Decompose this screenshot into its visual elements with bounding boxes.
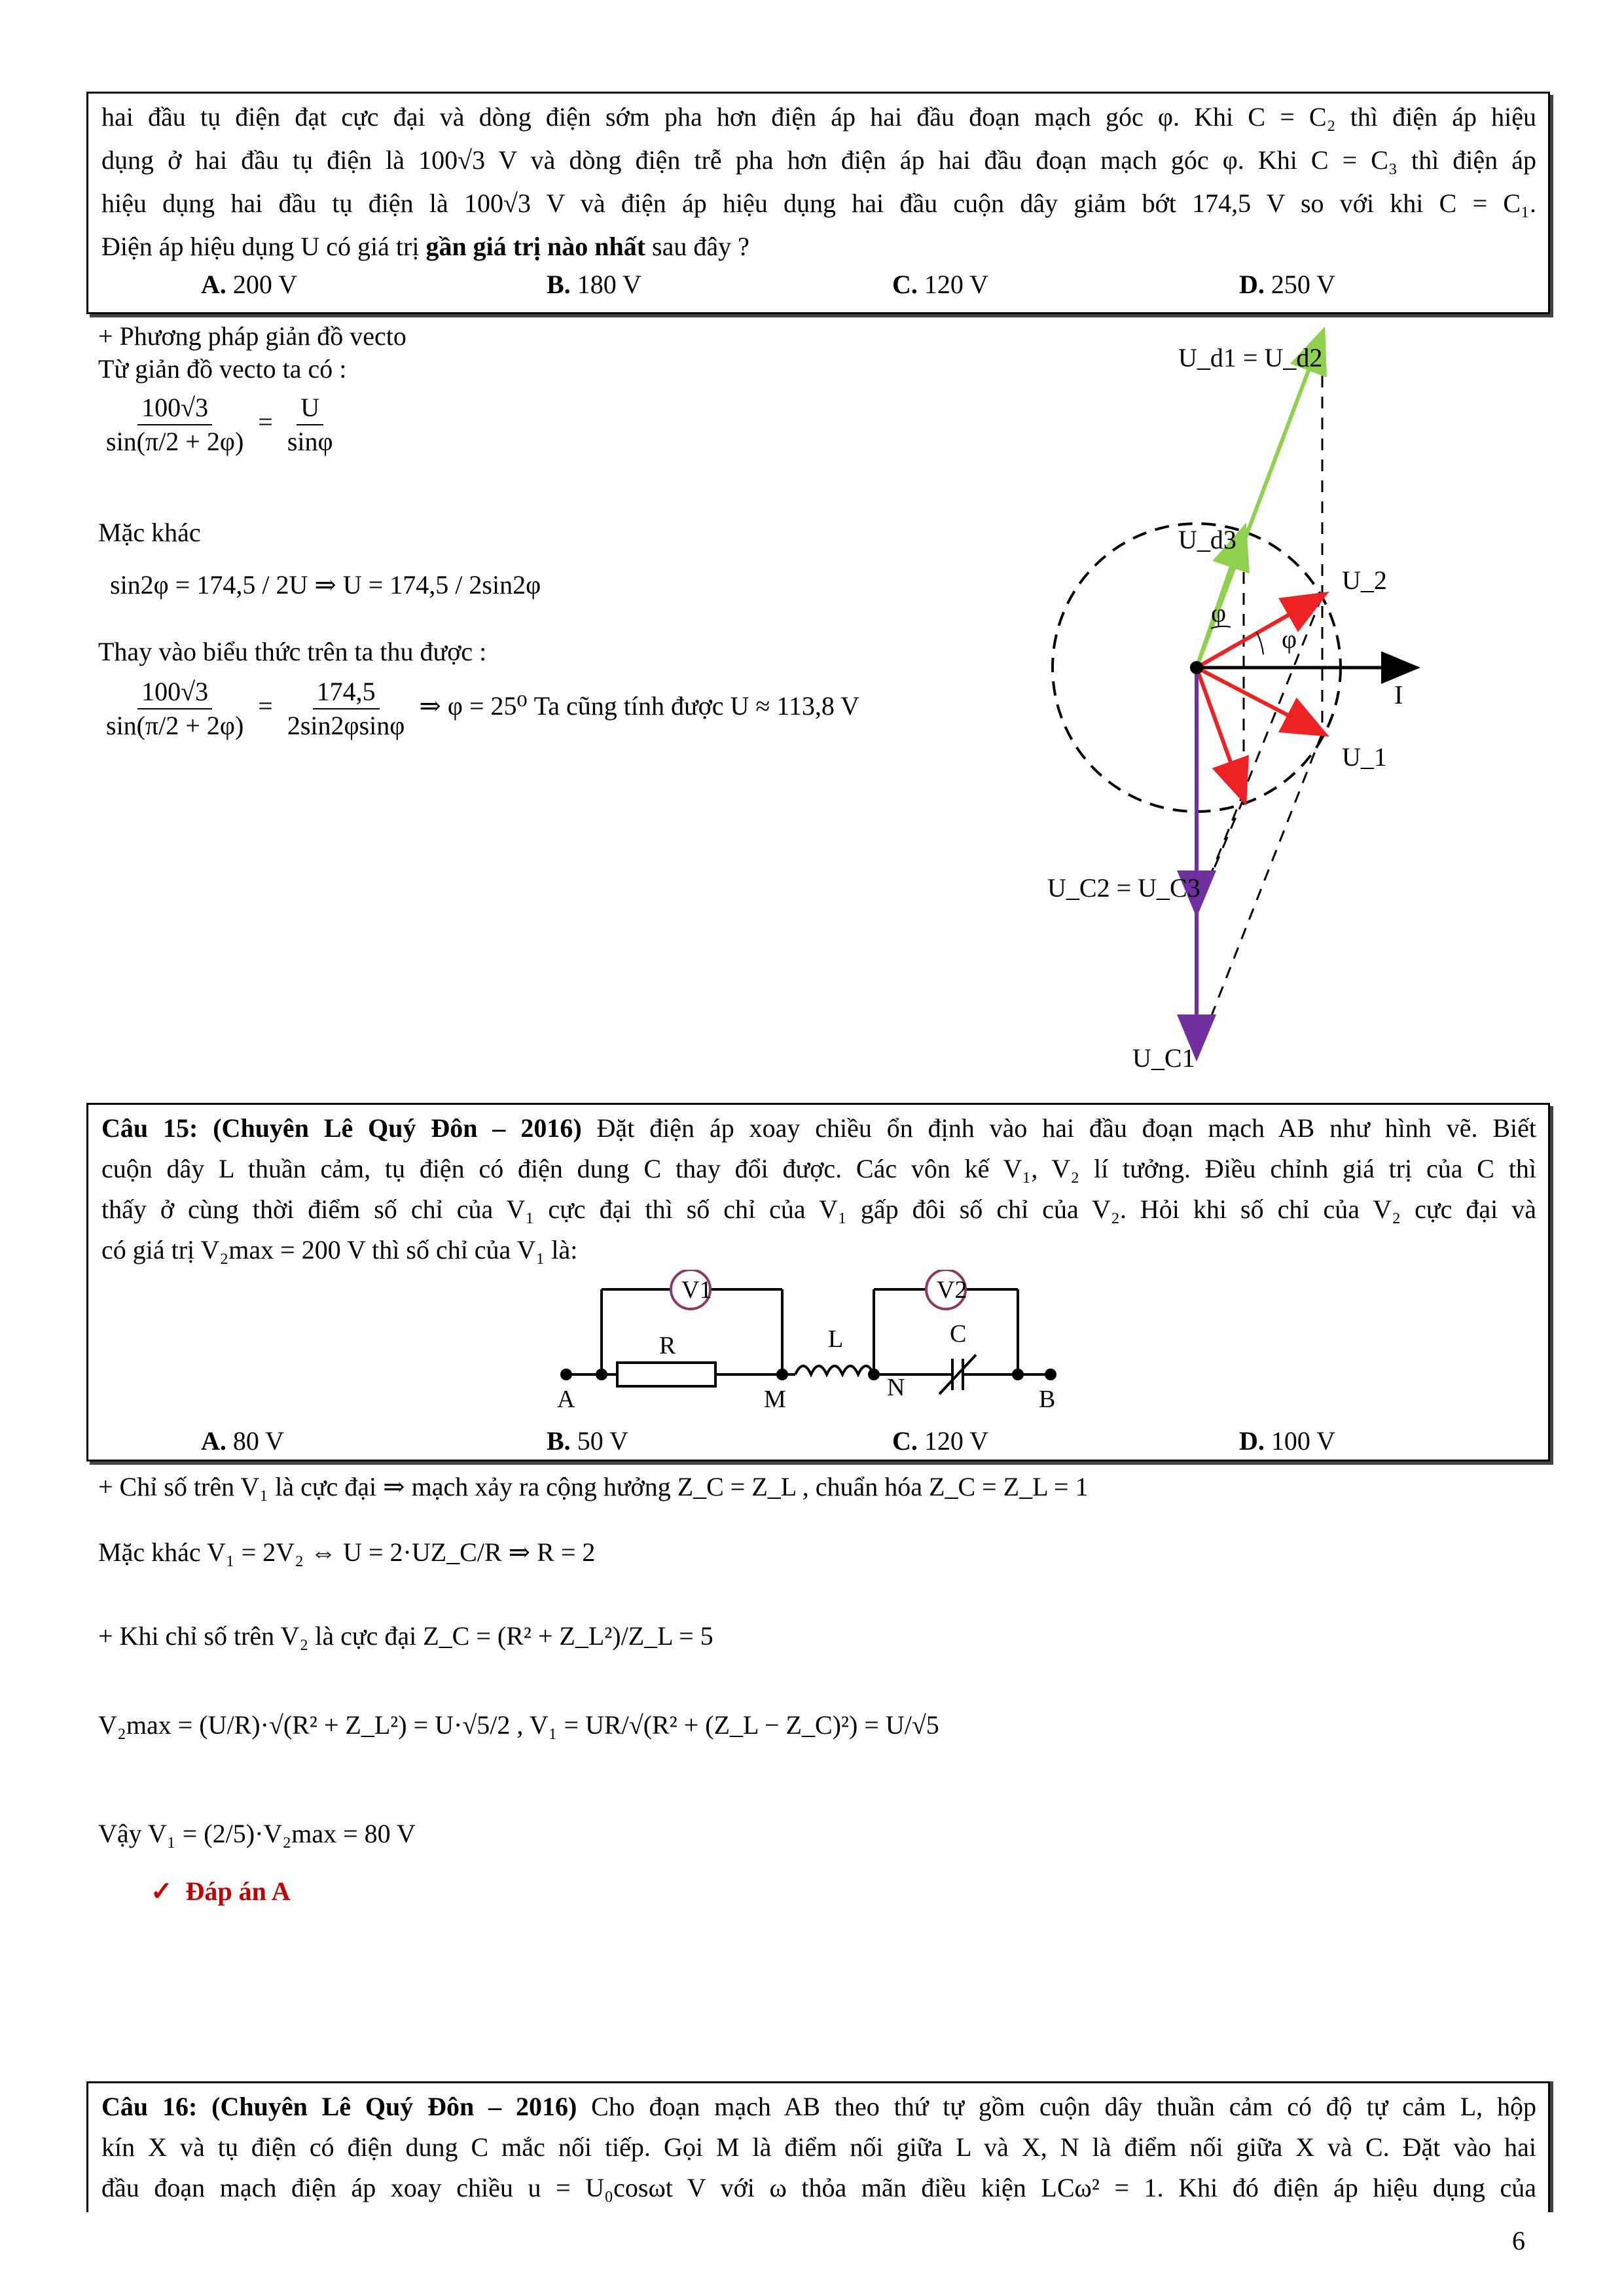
sol15-line4: V₂max = (U/R)·√(R² + Z_L²) = U·√5/2 , V₁ = UR/√(R² + (Z_L − Z_C)²) = U/√5: [98, 1710, 939, 1740]
sol14-substitute: Thay vào biểu thức trên ta thu được :: [98, 637, 487, 666]
label-ud1-ud2: U_d1 = U_d2: [1178, 343, 1323, 372]
label-phi-1: φ: [1211, 598, 1227, 628]
q15-option-a: A. 80 V: [201, 1426, 285, 1456]
origin-point: [1190, 661, 1203, 674]
q14-option-c: C. 120 V: [892, 270, 989, 299]
label-v2: V2: [937, 1276, 967, 1304]
q15-line1: Câu 15: (Chuyên Lê Quý Đôn – 2016) Đặt điện áp xoay chiều ổn định vào hai đầu đoạn mạch AB như hình vẽ. Biết: [101, 1113, 1536, 1143]
q16-line2: kín X và tụ điện có điện dung C mắc nối tiếp. Gọi M là điểm nối giữa L và X, N là điểm nối giữa X và C. Đặt vào hai: [101, 2132, 1536, 2162]
q15-line4: có giá trị V₂max = 200 V thì số chỉ của V₁ là:: [101, 1235, 578, 1265]
label-n: N: [887, 1374, 905, 1401]
question-15-box: [86, 1103, 1550, 1462]
label-uc1: U_C1: [1132, 1043, 1195, 1073]
dashed-construction-lines: [1197, 334, 1322, 1054]
angle-arc-2: [1257, 632, 1263, 655]
question-14-box: [86, 92, 1550, 314]
sol15-line1: + Chỉ số trên V₁ là cực đại ⇒ mạch xảy ra cộng hưởng Z_C = Z_L , chuẩn hóa Z_C = Z_L = 1: [98, 1472, 1089, 1501]
q16-line3: đầu đoạn mạch điện áp xoay chiều u = U₀cosωt V với ω thỏa mãn điều kiện LCω² = 1. Khi đó điện áp hiệu dụng của: [101, 2173, 1536, 2202]
sol14-eq1: $\frac{100√3}{\sin(\pi/2 + 2\varphi)}$ = $\frac{U}{\sin\varphi}$: [106, 393, 333, 456]
label-u1: U_1: [1342, 742, 1387, 772]
label-v1: V1: [681, 1276, 712, 1304]
sol15-line5: Vậy V₁ = (2/5)·V₂max = 80 V: [98, 1819, 416, 1848]
sol14-method: + Phương pháp giản đồ vecto: [98, 321, 406, 351]
label-c: C: [950, 1320, 967, 1348]
label-b: B: [1039, 1386, 1056, 1413]
sol14-eq2: sin2φ = 174,5 / 2U ⇒ U = 174,5 / 2sin2φ: [110, 570, 541, 600]
sol15-line3: + Khi chỉ số trên V₂ là cực đại Z_C = (R² + Z_L²)/Z_L = 5: [98, 1621, 713, 1651]
sol14-eq3: $\frac{100√3}{\sin(\pi/2 + 2\varphi)}$ = $\frac{174,5}{2\sin 2\varphi\sin\varphi}$ ⇒ φ = 25⁰ Ta cũng tính được U ≈ 113,8 V: [106, 677, 860, 740]
label-phi-2: φ: [1282, 624, 1297, 654]
page-number: 6: [1512, 2226, 1525, 2255]
circuit-diagram: [533, 1270, 1227, 1420]
q15-line3: thấy ở cùng thời điểm số chỉ của V₁ cực đại thì số chỉ của V₁ gấp đôi số chỉ của V₂. Hỏi khi số chỉ của V₂ cực đại và: [101, 1194, 1536, 1224]
q14-line1: hai đầu tụ điện đạt cực đại và dòng điện sớm pha hơn điện áp hai đầu đoạn mạch góc φ. Khi C = C₂ thì điện áp hiệu: [101, 102, 1536, 132]
label-ud3: U_d3: [1178, 525, 1236, 554]
check-icon: ✓: [151, 1876, 173, 1906]
q14-line4: Điện áp hiệu dụng U có giá trị gần giá trị nào nhất sau đây ?: [101, 232, 749, 261]
q14-option-b: B. 180 V: [547, 270, 641, 299]
label-r: R: [659, 1332, 676, 1359]
label-m: M: [764, 1386, 786, 1413]
sol14-other: Mặc khác: [98, 518, 201, 547]
q15-line2: cuộn dây L thuần cảm, tụ điện có điện dung C thay đổi được. Các vôn kế V₁, V₂ lí tưởng. Điều chỉnh giá trị của C thì: [101, 1154, 1536, 1183]
sol14-from-diagram: Từ giản đồ vecto ta có :: [98, 354, 347, 384]
question-16-box: [86, 2081, 1550, 2212]
q14-option-a: A. 200 V: [201, 270, 298, 299]
label-i: I: [1394, 680, 1403, 709]
label-uc2-uc3: U_C2 = U_C3: [1047, 873, 1200, 903]
q16-line1: Câu 16: (Chuyên Lê Quý Đôn – 2016) Cho đoạn mạch AB theo thứ tự gồm cuộn dây thuần cảm có độ tự cảm L, hộp: [101, 2092, 1537, 2121]
sol15-line2: Mặc khác V₁ = 2V₂ ⇔ U = 2·UZ_C/R ⇒ R = 2: [98, 1537, 596, 1567]
q14-line2: dụng ở hai đầu tụ điện là 100√3 V và dòng điện trễ pha hơn điện áp hai đầu đoạn mạch góc φ. Khi C = C₃ thì điện áp: [101, 145, 1536, 175]
q15-option-b: B. 50 V: [547, 1426, 628, 1456]
label-u2: U_2: [1342, 565, 1387, 595]
q14-line3: hiệu dụng hai đầu tụ điện là 100√3 V và điện áp hiệu dụng hai đầu cuộn dây giảm bớt 174,5 V so với khi C = C₁.: [101, 188, 1536, 218]
phasor-diagram: [1021, 314, 1492, 1100]
sol15-answer: ✓ Đáp án A: [151, 1876, 291, 1906]
label-l: L: [828, 1325, 844, 1353]
q15-option-c: C. 120 V: [892, 1426, 989, 1456]
q15-option-d: D. 100 V: [1239, 1426, 1336, 1456]
label-a: A: [557, 1386, 575, 1413]
q14-option-d: D. 250 V: [1239, 270, 1336, 299]
